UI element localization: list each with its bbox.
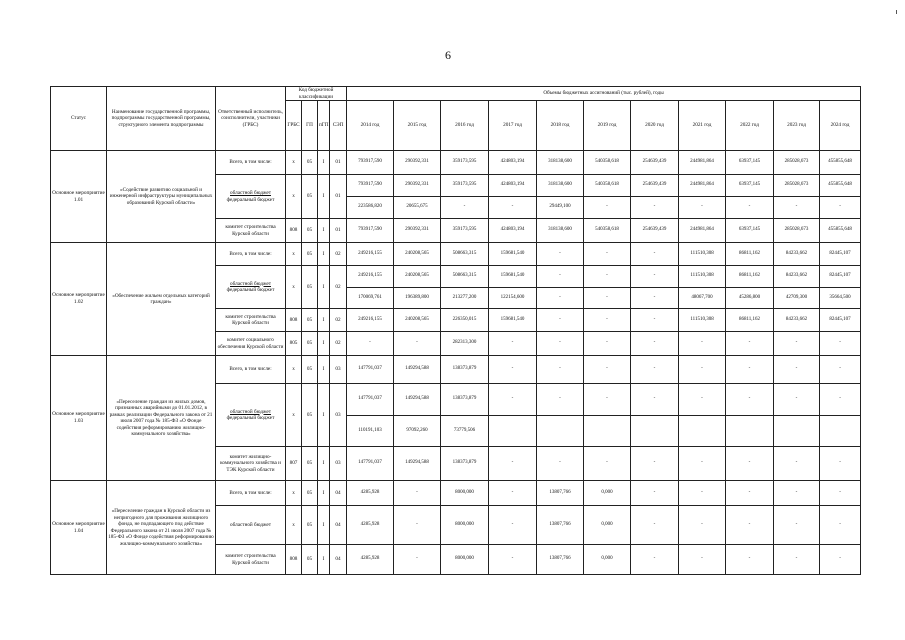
header-year: 2015 год	[394, 101, 441, 151]
value-cell: -	[631, 266, 679, 288]
value-cell: -	[631, 545, 679, 575]
value-cell: 244981,864	[679, 219, 726, 243]
value-cell: 42709,300	[774, 287, 820, 309]
executor-label: областной бюджет	[230, 190, 271, 196]
value-cell: 318138,600	[537, 151, 584, 175]
value-cell: 63937,145	[726, 151, 774, 175]
code-grbs: х	[286, 481, 302, 506]
value-cell: 159681,540	[489, 309, 537, 332]
value-cell: -	[774, 197, 820, 219]
value-cell: 86811,162	[726, 243, 774, 266]
value-cell: -	[489, 506, 537, 545]
value-cell: 84233,662	[774, 243, 820, 266]
code-gp: 05	[302, 243, 318, 266]
code-sep: 02	[330, 243, 347, 266]
value-cell: 4285,928	[347, 481, 394, 506]
value-cell: -	[679, 332, 726, 356]
value-cell: 86811,162	[726, 309, 774, 332]
code-grbs: 808	[286, 309, 302, 332]
value-cell: 13807,766	[537, 506, 584, 545]
code-grbs: х	[286, 384, 302, 447]
value-cell	[489, 415, 537, 447]
executor-cell: областной бюджет	[216, 506, 286, 545]
value-cell: 540358,618	[584, 151, 631, 175]
value-cell: -	[394, 545, 441, 575]
code-sep: 04	[330, 545, 347, 575]
value-cell: 4285,928	[347, 545, 394, 575]
code-sep: 01	[330, 151, 347, 175]
value-cell	[726, 415, 774, 447]
value-cell: -	[489, 481, 537, 506]
value-cell: 149294,588	[394, 447, 441, 481]
executor-label-secondary: федеральный бюджет	[226, 196, 275, 203]
table-row	[51, 481, 861, 506]
value-cell: -	[679, 356, 726, 384]
header-year: 2022 год	[726, 101, 774, 151]
value-cell: 359173,595	[441, 151, 489, 175]
code-grbs: 808	[286, 219, 302, 243]
header-year: 2024 год	[820, 101, 861, 151]
value-cell	[631, 415, 679, 447]
value-cell: 138373,879	[441, 384, 489, 416]
value-cell	[537, 415, 584, 447]
value-cell: 254639,439	[631, 175, 679, 197]
value-cell: -	[679, 197, 726, 219]
header-year: 2016 год	[441, 101, 489, 151]
value-cell: 122154,600	[489, 287, 537, 309]
program-name-cell: «Содействие развитию социальной и инженерной инфраструктуры муниципальных образований Курской области»	[107, 151, 216, 243]
value-cell: 196389,800	[394, 287, 441, 309]
executor-cell: комитет строительства Курской области	[216, 309, 286, 332]
executor-cell: Всего, в том числе:	[216, 151, 286, 175]
value-cell: -	[820, 356, 861, 384]
value-cell: 111510,308	[679, 309, 726, 332]
value-cell: 254639,439	[631, 151, 679, 175]
value-cell: -	[774, 545, 820, 575]
header-sep: СЭП	[330, 101, 347, 151]
code-grbs: х	[286, 151, 302, 175]
value-cell: -	[537, 309, 584, 332]
value-cell: 213277,200	[441, 287, 489, 309]
code-sep: 01	[330, 219, 347, 243]
value-cell: -	[489, 332, 537, 356]
value-cell: 147791,037	[347, 356, 394, 384]
value-cell: 290392,331	[394, 219, 441, 243]
value-cell: 110191,103	[347, 415, 394, 447]
value-cell: 170069,761	[347, 287, 394, 309]
value-cell: -	[441, 197, 489, 219]
value-cell: 508663,315	[441, 243, 489, 266]
code-gp: 05	[302, 545, 318, 575]
value-cell: -	[631, 287, 679, 309]
header-year: 2020 год	[631, 101, 679, 151]
value-cell: -	[820, 481, 861, 506]
code-gp: 05	[302, 219, 318, 243]
code-pgp: I	[318, 332, 330, 356]
table-row	[51, 356, 861, 384]
value-cell: 149294,588	[394, 356, 441, 384]
program-name-cell: «Обеспечение жильем отдельных категорий граждан»	[107, 243, 216, 356]
value-cell	[774, 415, 820, 447]
value-cell: -	[679, 545, 726, 575]
code-gp: 05	[302, 356, 318, 384]
value-cell: 424803,194	[489, 175, 537, 197]
code-sep: 04	[330, 506, 347, 545]
value-cell: 318138,600	[537, 175, 584, 197]
value-cell: -	[774, 447, 820, 481]
value-cell: 82445,107	[820, 266, 861, 288]
value-cell: 424803,194	[489, 151, 537, 175]
value-cell: 249216,155	[347, 309, 394, 332]
value-cell: 282313,300	[441, 332, 489, 356]
value-cell: -	[679, 481, 726, 506]
header-volume-group: Объемы бюджетных ассигнований (тыс. рублей), годы	[347, 87, 861, 101]
value-cell: 63937,145	[726, 219, 774, 243]
value-cell: -	[726, 356, 774, 384]
value-cell	[679, 415, 726, 447]
code-grbs: х	[286, 356, 302, 384]
executor-cell: комитет строительства Курской области	[216, 545, 286, 575]
value-cell: 249216,155	[347, 243, 394, 266]
code-grbs: 807	[286, 447, 302, 481]
value-cell: 508663,315	[441, 266, 489, 288]
code-gp: 05	[302, 447, 318, 481]
executor-cell: комитет социального обеспечения Курской области	[216, 332, 286, 356]
value-cell: 13807,766	[537, 481, 584, 506]
value-cell: 8000,000	[441, 506, 489, 545]
value-cell: 86811,162	[726, 266, 774, 288]
value-cell: 455855,648	[820, 219, 861, 243]
header-pgp: пГП	[318, 101, 330, 151]
value-cell: -	[726, 545, 774, 575]
code-sep: 01	[330, 175, 347, 219]
header-grbs: ГРБС	[286, 101, 302, 151]
program-name-cell: «Переселение граждан из жилых домов, признанных аварийными до 01.01.2012, в рамках реализации Федерального закона от 21 июля 2007 года № 185-ФЗ «О Фонде содействия реформированию жилищно-коммунального хозяйства»	[107, 356, 216, 481]
value-cell: 254639,439	[631, 219, 679, 243]
value-cell: -	[774, 506, 820, 545]
value-cell: 540358,618	[584, 219, 631, 243]
value-cell	[584, 415, 631, 447]
value-cell: -	[489, 447, 537, 481]
code-pgp: I	[318, 266, 330, 309]
header-year: 2019 год	[584, 101, 631, 151]
value-cell: 111510,308	[679, 243, 726, 266]
value-cell: -	[394, 332, 441, 356]
header-gp: ГП	[302, 101, 318, 151]
value-cell: -	[631, 309, 679, 332]
code-grbs: х	[286, 506, 302, 545]
value-cell: -	[394, 506, 441, 545]
executor-label: областной бюджет	[230, 280, 271, 287]
code-pgp: I	[318, 151, 330, 175]
value-cell: -	[726, 384, 774, 416]
value-cell: -	[820, 545, 861, 575]
scan-mark	[896, 10, 897, 14]
value-cell	[820, 415, 861, 447]
code-pgp: I	[318, 175, 330, 219]
value-cell: 73779,506	[441, 415, 489, 447]
value-cell: -	[631, 506, 679, 545]
value-cell: -	[584, 197, 631, 219]
code-pgp: I	[318, 356, 330, 384]
table-row	[51, 151, 861, 175]
value-cell: 45286,800	[726, 287, 774, 309]
code-gp: 05	[302, 332, 318, 356]
executor-cell: Всего, в том числе:	[216, 243, 286, 266]
header-year: 2014 год	[347, 101, 394, 151]
code-gp: 05	[302, 309, 318, 332]
value-cell: -	[537, 287, 584, 309]
code-sep: 04	[330, 481, 347, 506]
program-name-cell: «Переселение граждан в Курской области из непригодного для проживания жилищного фонда, не подпадающего под действие Федерального закона от 21 июля 2007 года № 185-ФЗ «О Фонде содействия реформированию жилищно-коммунального хозяйства»	[107, 481, 216, 575]
value-cell: 0,000	[584, 481, 631, 506]
code-grbs: х	[286, 243, 302, 266]
page-number: 6	[445, 48, 451, 62]
value-cell: -	[774, 356, 820, 384]
value-cell: -	[774, 481, 820, 506]
value-cell: -	[584, 384, 631, 416]
value-cell: 159681,540	[489, 266, 537, 288]
value-cell: 244981,864	[679, 175, 726, 197]
header-year: 2021 год	[679, 101, 726, 151]
executor-label-secondary: федеральный бюджет	[226, 287, 275, 293]
code-gp: 05	[302, 481, 318, 506]
code-gp: 05	[302, 266, 318, 309]
executor-cell: Всего, в том числе:	[216, 481, 286, 506]
value-cell: -	[774, 384, 820, 416]
value-cell: -	[584, 447, 631, 481]
value-cell: -	[584, 356, 631, 384]
code-pgp: I	[318, 447, 330, 481]
value-cell: -	[584, 332, 631, 356]
code-gp: 05	[302, 175, 318, 219]
value-cell: -	[631, 197, 679, 219]
value-cell: -	[726, 481, 774, 506]
value-cell: -	[679, 384, 726, 416]
value-cell: 290392,331	[394, 151, 441, 175]
value-cell: 159681,540	[489, 243, 537, 266]
code-grbs: х	[286, 175, 302, 219]
value-cell: 149294,588	[394, 384, 441, 416]
code-pgp: I	[318, 219, 330, 243]
value-cell: 8000,000	[441, 545, 489, 575]
executor-label: областной бюджет	[230, 408, 271, 415]
value-cell: -	[631, 481, 679, 506]
status-cell: Основное мероприятие 1.04	[51, 481, 107, 575]
value-cell: 97092,260	[394, 415, 441, 447]
value-cell: -	[679, 447, 726, 481]
value-cell: 285028,673	[774, 151, 820, 175]
value-cell: 359173,595	[441, 219, 489, 243]
value-cell: -	[537, 447, 584, 481]
value-cell: -	[489, 197, 537, 219]
executor-cell: комитет жилищно-коммунального хозяйства и ТЭК Курской области	[216, 447, 286, 481]
value-cell: 138373,879	[441, 356, 489, 384]
code-sep: 03	[330, 384, 347, 447]
value-cell: 793917,590	[347, 175, 394, 197]
value-cell: -	[726, 447, 774, 481]
value-cell: -	[820, 506, 861, 545]
value-cell: 793917,590	[347, 151, 394, 175]
executor-cell	[216, 175, 286, 219]
value-cell: 249216,155	[347, 266, 394, 288]
value-cell: -	[774, 332, 820, 356]
value-cell: -	[820, 447, 861, 481]
code-pgp: I	[318, 481, 330, 506]
code-sep: 02	[330, 309, 347, 332]
value-cell: -	[726, 332, 774, 356]
value-cell: 84233,662	[774, 266, 820, 288]
header-year: 2023 год	[774, 101, 820, 151]
code-gp: 05	[302, 384, 318, 447]
table-body	[51, 151, 861, 575]
value-cell: 290392,331	[394, 175, 441, 197]
value-cell: 63937,145	[726, 175, 774, 197]
header-executor: Ответственный исполнитель, соисполнители, участники (ГРБС)	[216, 87, 286, 151]
executor-cell: комитет строительства Курской области	[216, 219, 286, 243]
executor-cell	[216, 384, 286, 447]
value-cell: -	[584, 243, 631, 266]
value-cell: -	[820, 384, 861, 416]
value-cell: 318138,600	[537, 219, 584, 243]
value-cell: 13807,766	[537, 545, 584, 575]
value-cell: -	[631, 356, 679, 384]
value-cell: -	[820, 197, 861, 219]
value-cell: 35664,500	[820, 287, 861, 309]
value-cell: -	[631, 384, 679, 416]
value-cell: 285028,673	[774, 219, 820, 243]
code-sep: 03	[330, 447, 347, 481]
value-cell: -	[631, 243, 679, 266]
executor-label-secondary: федеральный бюджет	[226, 415, 275, 421]
value-cell: 455855,648	[820, 151, 861, 175]
value-cell: 244981,864	[679, 151, 726, 175]
header-name: Наименование государственной программы, подпрограммы государственной программы, структурного элемента подпрограммы	[107, 87, 216, 151]
code-gp: 05	[302, 506, 318, 545]
value-cell: -	[537, 356, 584, 384]
value-cell: -	[584, 287, 631, 309]
value-cell: 84233,662	[774, 309, 820, 332]
value-cell: 793917,590	[347, 219, 394, 243]
value-cell: -	[394, 481, 441, 506]
value-cell: 285028,673	[774, 175, 820, 197]
value-cell: 359173,595	[441, 175, 489, 197]
value-cell: 0,000	[584, 545, 631, 575]
value-cell: 540358,618	[584, 175, 631, 197]
code-pgp: I	[318, 506, 330, 545]
status-cell: Основное мероприятие 1.02	[51, 243, 107, 356]
value-cell: -	[489, 545, 537, 575]
value-cell: 48067,700	[679, 287, 726, 309]
value-cell: 240208,565	[394, 243, 441, 266]
status-cell: Основное мероприятие 1.01	[51, 151, 107, 243]
value-cell: 20655,675	[394, 197, 441, 219]
value-cell: 424803,194	[489, 219, 537, 243]
header-year: 2017 год	[489, 101, 537, 151]
value-cell: -	[537, 332, 584, 356]
status-cell: Основное мероприятие 1.03	[51, 356, 107, 481]
value-cell: 147791,037	[347, 384, 394, 416]
code-pgp: I	[318, 384, 330, 447]
value-cell: 111510,308	[679, 266, 726, 288]
value-cell: 4285,928	[347, 506, 394, 545]
value-cell: 82445,107	[820, 243, 861, 266]
value-cell: -	[537, 266, 584, 288]
code-grbs: 808	[286, 545, 302, 575]
value-cell: -	[537, 384, 584, 416]
code-grbs: 805	[286, 332, 302, 356]
value-cell: 82445,107	[820, 309, 861, 332]
value-cell: 0,000	[584, 506, 631, 545]
code-sep: 03	[330, 356, 347, 384]
value-cell: 240208,565	[394, 266, 441, 288]
code-pgp: I	[318, 309, 330, 332]
value-cell: 138373,879	[441, 447, 489, 481]
value-cell: 455855,648	[820, 175, 861, 197]
value-cell: -	[726, 197, 774, 219]
value-cell: -	[584, 309, 631, 332]
value-cell: -	[631, 447, 679, 481]
code-grbs: х	[286, 266, 302, 309]
value-cell: 226350,015	[441, 309, 489, 332]
value-cell: 29449,100	[537, 197, 584, 219]
value-cell: 223586,820	[347, 197, 394, 219]
table-row	[51, 243, 861, 266]
code-pgp: I	[318, 545, 330, 575]
header-status: Статус	[51, 87, 107, 151]
executor-cell	[216, 266, 286, 309]
value-cell: -	[584, 266, 631, 288]
header-year: 2018 год	[537, 101, 584, 151]
code-pgp: I	[318, 243, 330, 266]
code-sep: 02	[330, 332, 347, 356]
value-cell: 240208,565	[394, 309, 441, 332]
value-cell: 147791,037	[347, 447, 394, 481]
code-sep: 02	[330, 266, 347, 309]
value-cell: -	[820, 332, 861, 356]
header-code-group: Код бюджетной классификации	[286, 87, 347, 101]
executor-cell: Всего, в том числе:	[216, 356, 286, 384]
code-gp: 05	[302, 151, 318, 175]
value-cell: -	[679, 506, 726, 545]
value-cell: -	[537, 243, 584, 266]
budget-table	[50, 86, 861, 575]
value-cell: -	[489, 356, 537, 384]
value-cell: -	[489, 384, 537, 416]
value-cell: -	[726, 506, 774, 545]
value-cell: -	[347, 332, 394, 356]
value-cell: 8000,000	[441, 481, 489, 506]
value-cell: -	[631, 332, 679, 356]
